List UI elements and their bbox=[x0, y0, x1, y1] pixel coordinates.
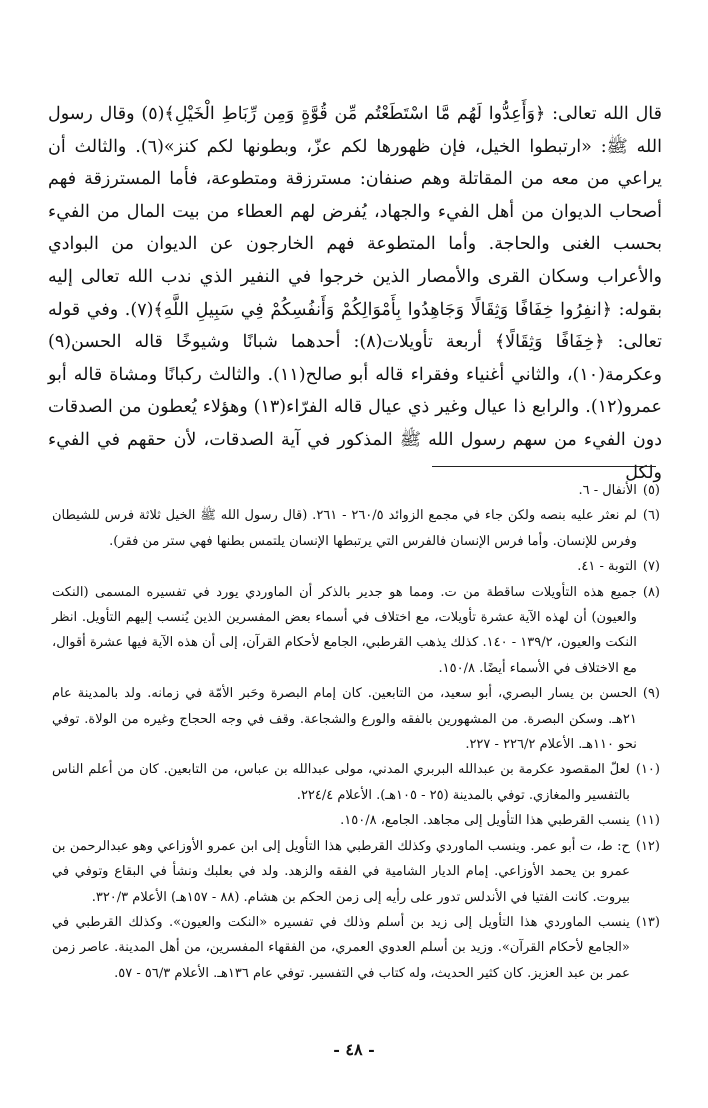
footnote bbox=[52, 910, 660, 986]
footnote-text: ح: ط، ت أبو عمر. وينسب الماوردي وكذلك القرطبي هذا التأويل إلى ابن عمرو الأوزاعي وهو عبدالرحمن بن عمرو بن يحمد الأوزاعي. إمام الديار الشامية في الفقه والزهد. ولد في بعلبك ونشأ في البقاع وتوفي في بيروت. كانت الفتيا في الأندلس تدور على رأيه إلى زمن الحكم بن هشام. (٨٨ - ١٥٧هـ) الأعلام ٣٢٠/٣. bbox=[52, 838, 630, 905]
footnote bbox=[52, 503, 660, 554]
footnote-text: الأنفال - ٦. bbox=[578, 483, 637, 498]
footnote-number: (١٣) bbox=[635, 914, 660, 930]
footnote-text: ينسب الماوردي هذا التأويل إلى زيد بن أسلم وذلك في تفسيره «النكت والعيون». وكذلك القرطبي في «الجامع لأحكام القرآن». وزيد بن أسلم العدوي العمري، من الفقهاء المفسرين، من أهل المدينة. عاصر زمن عمر بن عبد العزيز. كان كثير الحديث، وله كتاب في التفسير. توفي عام ١٣٦هـ. الأعلام ٥٦/٣ - ٥٧. bbox=[52, 914, 630, 981]
footnotes-section bbox=[52, 478, 660, 986]
footnote bbox=[52, 834, 660, 910]
footnote-number: (٧) bbox=[642, 559, 660, 575]
footnote-number: (١٢) bbox=[635, 838, 660, 854]
footnote bbox=[52, 757, 660, 808]
footnote-text: لعلّ المقصود عكرمة بن عبدالله البربري المدني، مولى عبدالله بن عباس، من التابعين. كان من أعلم الناس بالتفسير والمغازي. توفي بالمدينة (٢٥ - ١٠٥هـ). الأعلام ٢٢٤/٤. bbox=[52, 762, 630, 803]
main-paragraph: قال الله تعالى: ﴿وَأَعِدُّوا لَهُم مَّا اسْتَطَعْتُم مِّن قُوَّةٍ وَمِن رِّبَاطِ الْخَيْلِ﴾(٥) وقال رسول الله ﷺ: «ارتبطوا الخيل، فإن ظهورها لكم عزّ، وبطونها لكم كنز»(٦). والثالث أن يراعي من معه من المقاتلة وهم صنفان: مسترزقة ومتطوعة، فأما المسترزقة فهم أصحاب الديوان من أهل الفيء والجهاد، يُفرض لهم العطاء من بيت المال من الفيء بحسب الغنى والحاجة. وأما المتطوعة فهم الخارجون عن الديوان من البوادي والأعراب وسكان القرى والأمصار الذين خرجوا في النفير الذي ندب الله تعالى إليه بقوله: ﴿انفِرُوا خِفَافًا وَثِقَالًا وَجَاهِدُوا بِأَمْوَالِكُمْ وَأَنفُسِكُمْ فِي سَبِيلِ اللَّهِ﴾(٧). وفي قوله تعالى: ﴿خِفَافًا وَثِقَالًا﴾ أربعة تأويلات(٨): أحدهما شبانًا وشيوخًا قاله الحسن(٩) وعكرمة(١٠)، والثاني أغنياء وفقراء قاله أبو صالح(١١). والثالث ركبانًا ومشاة قاله أبو عمرو(١٢). والرابع ذا عيال وغير ذي عيال قاله الفرّاء(١٣) وهؤلاء يُعطون من الصدقات دون الفيء من سهم رسول الله ﷺ المذكور في آية الصدقات، لأن حقهم في الفيء ولكل bbox=[48, 104, 662, 483]
footnote-divider bbox=[432, 466, 656, 467]
footnote-number: (١١) bbox=[635, 813, 660, 829]
footnote-number: (٦) bbox=[642, 508, 660, 524]
footnote-number: (٥) bbox=[642, 483, 660, 498]
footnote-text: لم نعثر عليه بنصه ولكن جاء في مجمع الزوائد ٢٦٠/٥ - ٢٦١. (قال رسول الله ﷺ الخيل ثلاثة فرس للشيطان وفرس للإنسان. وأما فرس الإنسان فالفرس التي يرتبطها الإنسان يلتمس بطنها فهي ستر من فقر). bbox=[52, 508, 637, 549]
footnote-text: التوبة - ٤١. bbox=[577, 559, 637, 575]
footnote bbox=[52, 554, 660, 579]
footnote bbox=[52, 681, 660, 757]
footnote-text: ينسب القرطبي هذا التأويل إلى مجاهد. الجامع، ١٥٠/٨. bbox=[340, 813, 630, 829]
footnote-text: الحسن بن يسار البصري، أبو سعيد، من التابعين. كان إمام البصرة وحَبر الأمّة في زمانه. ولد بالمدينة عام ٢١هـ. وسكن البصرة. من المشهورين بالفقه والورع والشجاعة. وقف في وجه الحجاج وغيره من الولاة. توفي نحو ١١٠هـ. الأعلام ٢٢٦/٢ - ٢٢٧. bbox=[52, 686, 637, 753]
main-text bbox=[48, 98, 662, 489]
page-number: - ٤٨ - bbox=[333, 1040, 375, 1059]
footnote-number: (٩) bbox=[642, 686, 660, 702]
footnote bbox=[52, 478, 660, 503]
footnote-number: (١٠) bbox=[635, 762, 660, 778]
footnote-text: جميع هذه التأويلات ساقطة من ت. ومما هو جدير بالذكر أن الماوردي يورد في تفسيره المسمى (النكت والعيون) أن لهذه الآية عشرة تأويلات، مع اختلاف في أسماء بعض المفسرين الذين يُنسب إليهم التأويل. انظر النكت والعيون، ١٣٩/٢ - ١٤٠. كذلك يذهب القرطبي، الجامع لأحكام القرآن، إلى أن هذه الآية فيها عشرة أقوال، مع الاختلاف في الأسماء أيضًا. ١٥٠/٨. bbox=[52, 584, 637, 676]
footnote bbox=[52, 808, 660, 833]
footnote bbox=[52, 580, 660, 682]
footnote-number: (٨) bbox=[642, 584, 660, 600]
